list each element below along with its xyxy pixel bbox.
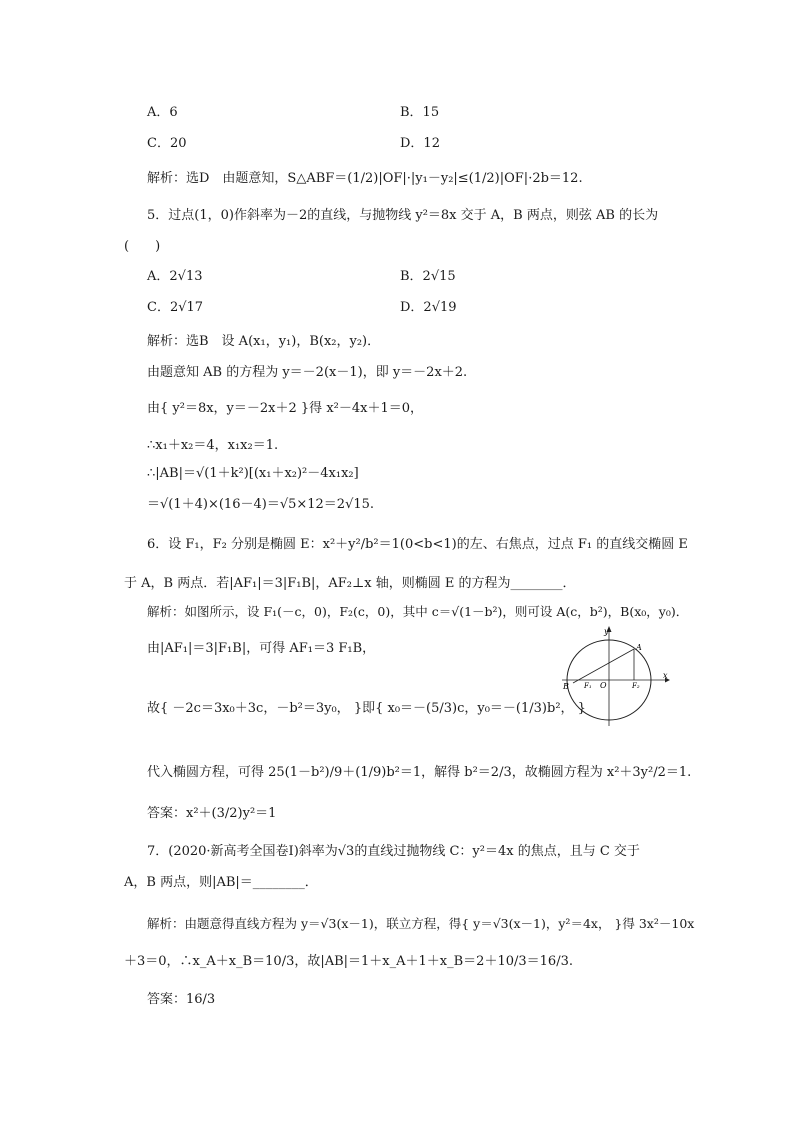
q6-stem: 6．设 F₁，F₂ 分别是椭圆 E：x²＋y²/b²＝1(0<b<1)的左、右焦点，过点 F₁ 的直线交椭圆 E	[147, 537, 688, 552]
q5-stem: 5．过点(1，0)作斜率为－2的直线，与抛物线 y²＝8x 交于 A，B 两点，则弦 AB 的长为	[147, 208, 659, 223]
q4-option-c: C．20	[147, 136, 187, 151]
q5-solution-line: ＝√(1＋4)×(16－4)＝√5×12＝2√15.	[147, 497, 375, 512]
y-axis-label: y	[604, 627, 609, 636]
q6-solution-line: 由|AF₁|＝3|F₁B|，可得 AF₁＝3 F₁B，	[147, 641, 376, 656]
q5-solution-line: 由题意知 AB 的方程为 y＝－2(x－1)，即 y＝－2x＋2.	[147, 365, 468, 380]
point-a-label: A	[636, 643, 642, 652]
q5-solution-line: 解析：选B 设 A(x₁，y₁)，B(x₂，y₂)．	[147, 334, 381, 349]
q4-option-b: B．15	[400, 105, 440, 120]
point-b-label: B	[563, 682, 569, 691]
line-ab	[573, 649, 634, 683]
q7-solution-line: ＋3＝0，∴x_A＋x_B＝10/3，故|AB|＝1＋x_A＋1＋x_B＝2＋10/3＝16/3.	[124, 954, 573, 969]
q5-option-a: A．2√13	[147, 269, 203, 284]
q7-stem: 7．(2020·新高考全国卷Ⅰ)斜率为√3的直线过抛物线 C：y²＝4x 的焦点，且与 C 交于	[147, 844, 640, 859]
q5-stem-blank: ( )	[124, 239, 161, 254]
x-axis-label: x	[663, 671, 668, 680]
q6-answer: 答案：x²＋(3/2)y²＝1	[147, 806, 277, 821]
q6-solution-line: 代入椭圆方程，可得 25(1－b²)/9＋(1/9)b²＝1，解得 b²＝2/3，故椭圆方程为 x²＋3y²/2＝1.	[147, 765, 692, 780]
q4-solution: 解析：选D 由题意知，S△ABF＝(1/2)|OF|·|y₁－y₂|≤(1/2)|OF|·2b＝12.	[147, 171, 583, 186]
origin-label: O	[600, 681, 607, 690]
q6-solution-line: 解析：如图所示，设 F₁(－c，0)，F₂(c，0)，其中 c＝√(1－b²)，则可设 A(c，b²)，B(x₀，y₀)．	[147, 604, 689, 619]
point-f1-label: F₁	[584, 682, 592, 690]
q4-option-a: A．6	[147, 105, 178, 120]
q5-solution-line: ∴|AB|＝√(1＋k²)[(x₁＋x₂)²－4x₁x₂]	[147, 466, 359, 481]
q7-stem-continued: A，B 两点，则|AB|＝________．	[124, 875, 318, 890]
ellipse-diagram	[562, 622, 672, 727]
q6-solution-line: 故{ －2c＝3x₀＋3c，－b²＝3y₀， }即{ x₀＝－(5/3)c，y₀＝－(1/3)b²， }	[147, 701, 586, 716]
q5-solution-line: ∴x₁＋x₂＝4，x₁x₂＝1.	[147, 438, 279, 453]
point-f2-label: F₂	[632, 682, 640, 690]
q7-solution-line: 解析：由题意得直线方程为 y＝√3(x－1)，联立方程，得{ y＝√3(x－1)，y²＝4x， }得 3x²－10x	[147, 916, 695, 931]
q5-solution-line: 由{ y²＝8x，y＝－2x＋2 }得 x²－4x＋1＝0，	[147, 401, 424, 416]
q5-option-c: C．2√17	[147, 300, 204, 315]
q5-option-b: B．2√15	[400, 269, 456, 284]
q6-stem-continued: 于 A，B 两点．若|AF₁|＝3|F₁B|，AF₂⊥x 轴，则椭圆 E 的方程为________．	[124, 576, 576, 591]
q5-option-d: D．2√19	[400, 300, 457, 315]
q4-option-d: D．12	[400, 136, 440, 151]
q7-answer: 答案：16/3	[147, 992, 216, 1007]
